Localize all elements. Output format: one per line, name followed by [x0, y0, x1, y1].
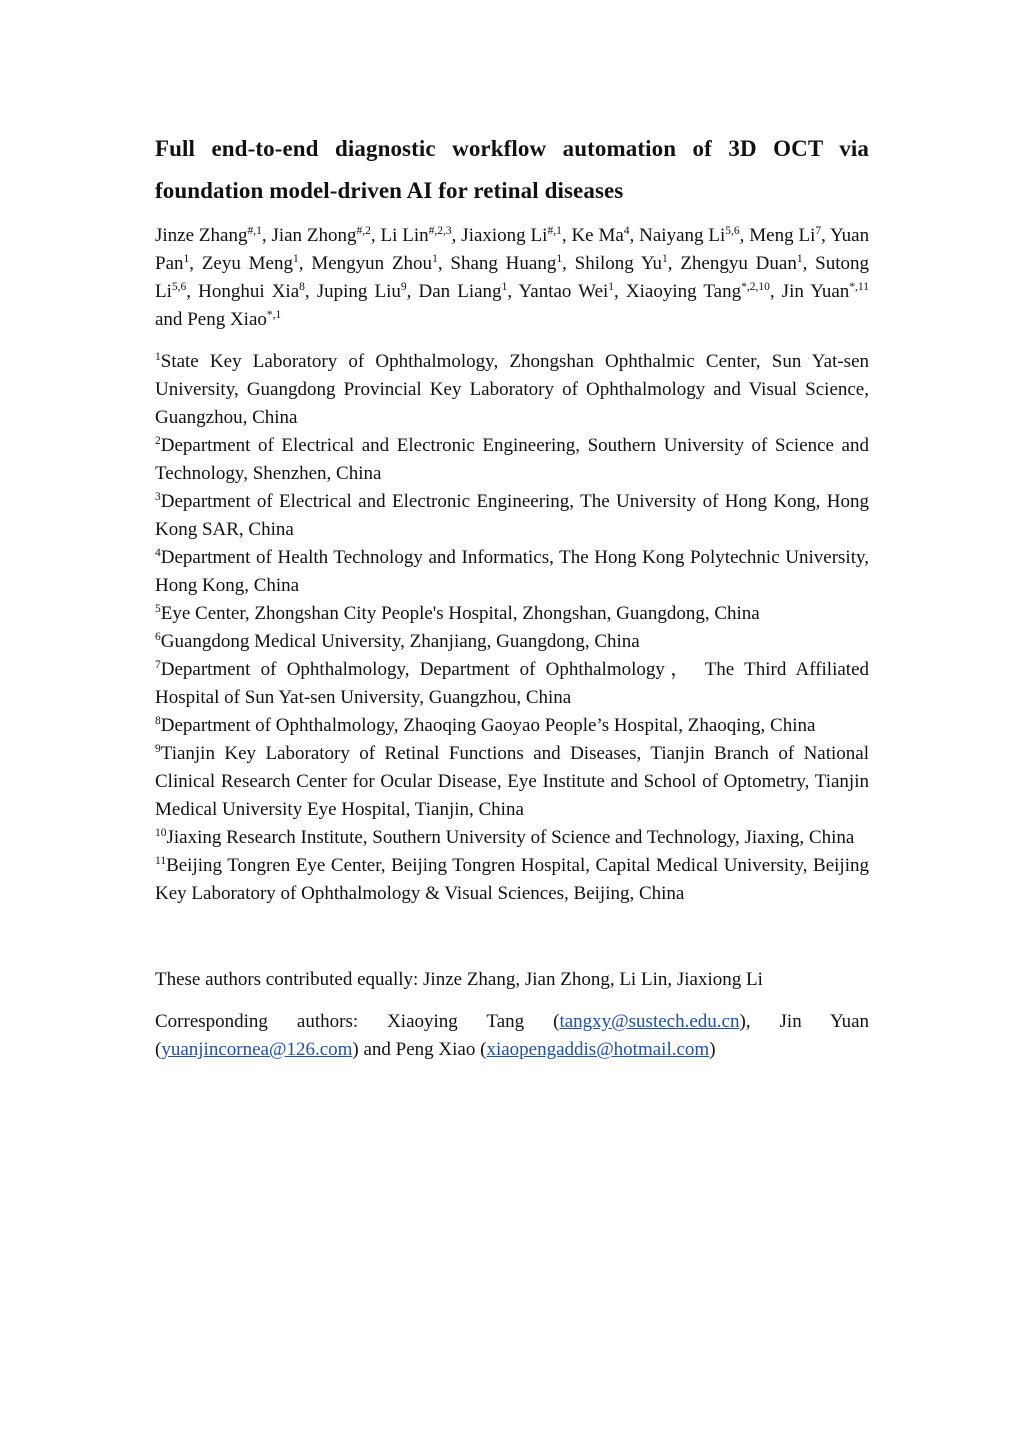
- author-affiliation-marker: #,1: [547, 225, 562, 237]
- affiliation-number: 11: [155, 855, 167, 867]
- affiliation-item: [155, 656, 869, 712]
- affiliation-number: 6: [155, 631, 161, 643]
- author-separator: and: [155, 309, 188, 330]
- author-name: Yantao Wei: [518, 281, 609, 302]
- author-list: [155, 222, 869, 334]
- corr-mid-2: ) and Peng Xiao (: [352, 1039, 487, 1060]
- author-affiliation-marker: 5,6: [725, 225, 740, 237]
- corr-suffix: ): [709, 1039, 716, 1060]
- affiliation-number: 10: [155, 827, 167, 839]
- author-affiliation-marker: 8: [299, 281, 305, 293]
- author-name: Jiaxiong Li: [461, 225, 548, 246]
- author-separator: ,: [802, 253, 816, 274]
- author-affiliation-marker: *,2,10: [741, 281, 770, 293]
- author-affiliation-marker: 1: [432, 253, 438, 265]
- affiliation-item: [155, 628, 869, 656]
- corr-prefix: Corresponding authors: Xiaoying Tang (: [155, 1011, 560, 1032]
- affiliation-text: Tianjin Key Laboratory of Retinal Functions and Diseases, Tianjin Branch of National Clinical Research Center for Ocular Disease, Eye Institute and School of Optometry, Tianjin Medical University Eye Hospital, Tianjin, China: [155, 743, 869, 820]
- author-name: Zeyu Meng: [201, 253, 293, 274]
- affiliation-number: 7: [155, 659, 161, 671]
- author-separator: ,: [370, 225, 381, 246]
- title-line-2: foundation model-driven AI for retinal diseases: [155, 178, 624, 203]
- affiliation-text: Eye Center, Zhongshan City People's Hospital, Zhongshan, Guangdong, China: [160, 603, 760, 624]
- author-name: Xiaoying Tang: [625, 281, 742, 302]
- author-name: Juping Liu: [316, 281, 401, 302]
- author-affiliation-marker: #,2,3: [428, 225, 452, 237]
- author-name: Peng Xiao: [187, 309, 267, 330]
- affiliation-item: [155, 600, 869, 628]
- author-separator: ,: [186, 281, 199, 302]
- paper-title: [155, 128, 869, 212]
- corresponding-authors: [155, 1008, 869, 1064]
- affiliation-item: [155, 740, 869, 824]
- affiliation-item: [155, 544, 869, 600]
- affiliation-number: 5: [155, 603, 161, 615]
- author-separator: ,: [507, 281, 519, 302]
- author-affiliation-marker: 4: [623, 225, 630, 237]
- affiliation-text: Department of Health Technology and Informatics, The Hong Kong Polytechnic University, Hong Kong, China: [155, 547, 869, 596]
- author-separator: ,: [769, 281, 782, 302]
- author-name: Ke Ma: [571, 225, 624, 246]
- email-link-tang[interactable]: tangxy@sustech.edu.cn: [559, 1011, 740, 1032]
- author-name: Dan Liang: [418, 281, 502, 302]
- affiliation-item: [155, 348, 869, 432]
- affiliation-text: State Key Laboratory of Ophthalmology, Zhongshan Ophthalmic Center, Sun Yat-sen University, Guangdong Provincial Key Laboratory of Ophthalmology and Visual Science, Guangzhou, China: [155, 351, 869, 428]
- title-line-1: Full end-to-end diagnostic workflow automation of 3D OCT via: [155, 136, 869, 161]
- author-affiliation-marker: 5,6: [171, 281, 187, 293]
- author-separator: ,: [562, 253, 575, 274]
- author-name: Naiyang Li: [639, 225, 726, 246]
- author-affiliation-marker: 1: [501, 281, 508, 293]
- author-name: Yuan Pan: [155, 225, 870, 274]
- author-name: Meng Li: [749, 225, 816, 246]
- affiliation-item: [155, 852, 869, 908]
- author-affiliation-marker: 1: [556, 253, 563, 265]
- author-separator: ,: [304, 281, 317, 302]
- affiliation-list: [155, 348, 869, 908]
- affiliation-number: 4: [155, 547, 161, 559]
- affiliation-text: Beijing Tongren Eye Center, Beijing Tongren Hospital, Capital Medical University, Beijing Key Laboratory of Ophthalmology & Visual Sciences, Beijing, China: [155, 855, 869, 904]
- author-affiliation-marker: #,2: [356, 225, 371, 237]
- paper-front-page: [155, 128, 869, 1064]
- affiliation-number: 9: [155, 743, 161, 755]
- author-separator: ,: [437, 253, 451, 274]
- author-name: Jian Zhong: [271, 225, 357, 246]
- author-affiliation-marker: *,11: [849, 281, 869, 293]
- author-separator: ,: [298, 253, 312, 274]
- affiliation-number: 3: [155, 491, 161, 503]
- author-separator: ,: [739, 225, 750, 246]
- affiliation-text: Jiaxing Research Institute, Southern University of Science and Technology, Jiaxing, China: [166, 827, 855, 848]
- author-name: Honghui Xia: [198, 281, 300, 302]
- equal-contribution-note: These authors contributed equally: Jinze Zhang, Jian Zhong, Li Lin, Jiaxiong Li: [155, 969, 763, 990]
- affiliation-number: 8: [155, 715, 161, 727]
- affiliation-text: Department of Ophthalmology, Zhaoqing Gaoyao People’s Hospital, Zhaoqing, China: [160, 715, 816, 736]
- author-affiliation-marker: 9: [400, 281, 407, 293]
- affiliation-text: Guangdong Medical University, Zhanjiang, Guangdong, China: [160, 631, 640, 652]
- author-affiliation-marker: 1: [183, 253, 190, 265]
- author-separator: ,: [561, 225, 572, 246]
- affiliation-item: [155, 824, 869, 852]
- author-affiliation-marker: 1: [608, 281, 615, 293]
- author-affiliation-marker: 1: [796, 253, 803, 265]
- email-link-xiao[interactable]: xiaopengaddis@hotmail.com: [486, 1039, 710, 1060]
- author-affiliation-marker: 1: [293, 253, 299, 265]
- email-link-yuan[interactable]: yuanjincornea@126.com: [161, 1039, 353, 1060]
- affiliation-text: Department of Electrical and Electronic Engineering, The University of Hong Kong, Hong Kong SAR, China: [155, 491, 869, 540]
- corr-mid-1: ), Jin Yuan (: [155, 1011, 870, 1060]
- author-name: Mengyun Zhou: [311, 253, 433, 274]
- author-name: Shilong Yu: [574, 253, 663, 274]
- author-name: Li Lin: [380, 225, 429, 246]
- author-separator: ,: [189, 253, 202, 274]
- author-separator: ,: [667, 253, 681, 274]
- author-name: Zhengyu Duan: [680, 253, 797, 274]
- affiliation-text: Department of Ophthalmology, Department of Ophthalmology， The Third Affiliated Hospital of Sun Yat-sen University, Guangzhou, China: [155, 659, 869, 708]
- author-affiliation-marker: 7: [815, 225, 822, 237]
- author-name: Sutong Li: [155, 253, 870, 302]
- author-separator: ,: [261, 225, 272, 246]
- author-name: Jin Yuan: [781, 281, 850, 302]
- affiliation-item: [155, 432, 869, 488]
- author-name: Jinze Zhang: [155, 225, 248, 246]
- author-separator: ,: [614, 281, 626, 302]
- author-separator: ,: [451, 225, 462, 246]
- affiliation-item: [155, 488, 869, 544]
- affiliation-number: 1: [155, 351, 161, 363]
- affiliation-number: 2: [155, 435, 161, 447]
- author-affiliation-marker: *,1: [266, 309, 282, 321]
- affiliation-text: Department of Electrical and Electronic Engineering, Southern University of Science and Technology, Shenzhen, China: [155, 435, 869, 484]
- author-separator: ,: [406, 281, 419, 302]
- affiliation-item: [155, 712, 869, 740]
- author-affiliation-marker: 1: [662, 253, 668, 265]
- author-separator: ,: [629, 225, 640, 246]
- author-separator: ,: [821, 225, 831, 246]
- author-affiliation-marker: #,1: [247, 225, 262, 237]
- author-name: Shang Huang: [450, 253, 557, 274]
